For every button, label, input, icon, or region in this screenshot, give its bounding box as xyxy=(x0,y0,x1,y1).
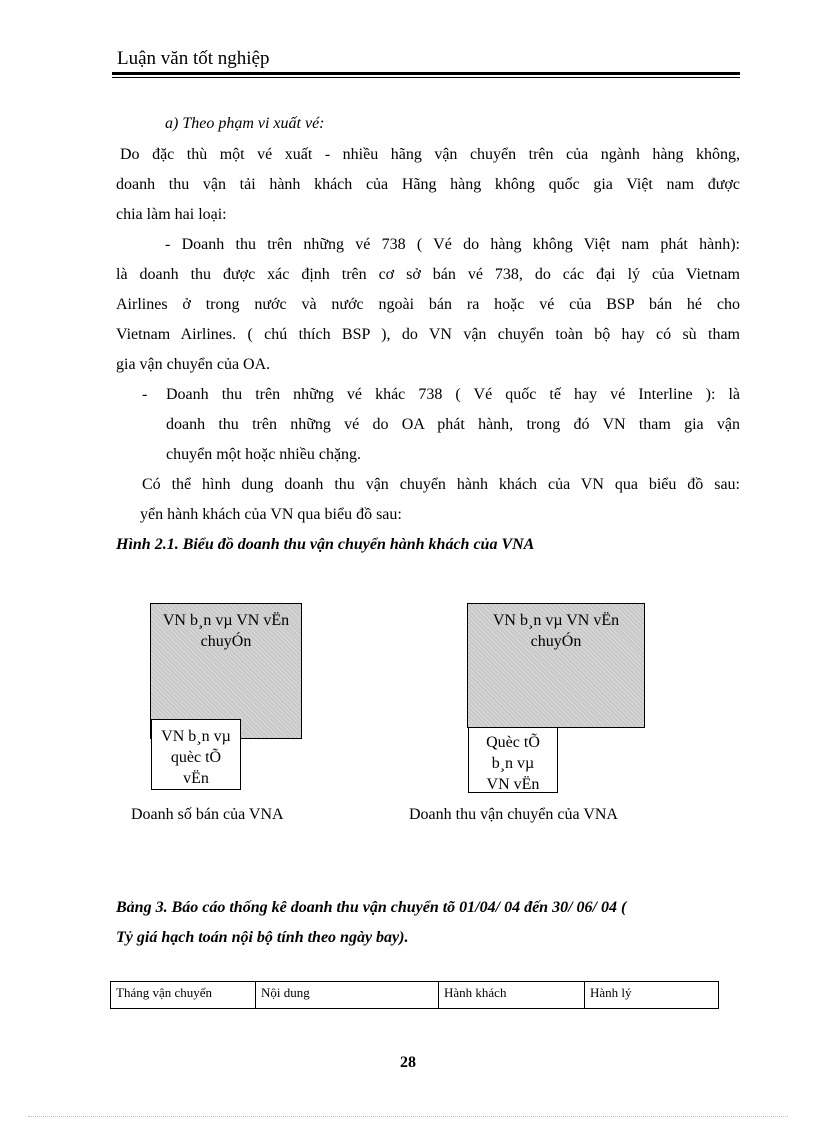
body-line-13: yển hành khách của VN qua biểu đồ sau: xyxy=(140,506,402,523)
report-table xyxy=(110,981,719,1009)
section-heading: a) Theo phạm vi xuất vé: xyxy=(165,115,325,132)
right-big-box xyxy=(467,603,645,728)
header-rule-thin xyxy=(112,77,740,78)
right-diagram-label: Doanh thu vận chuyển của VNA xyxy=(409,806,618,823)
left-small-box-label: VN b¸n vµ quèc tÕ vËn xyxy=(161,728,231,787)
body-line-5: là doanh thu được xác định trên cơ sở bán vé 738, do các đại lý của Vietnam xyxy=(116,266,740,283)
body-line-9: Doanh thu trên những vé khác 738 ( Vé quốc tế hay vé Interline ): là xyxy=(166,386,740,403)
body-line-3: chia làm hai loại: xyxy=(116,206,227,223)
body-line-10: doanh thu trên những vé do OA phát hành, trong đó VN tham gia vận xyxy=(166,416,740,433)
left-big-box-label: VN b¸n vµ VN vËn chuyÓn xyxy=(162,612,290,650)
left-small-box xyxy=(151,719,241,790)
body-line-12: Có thể hình dung doanh thu vận chuyển hành khách của VN qua biểu đồ sau: xyxy=(142,476,740,493)
bottom-dotted-rule xyxy=(28,1116,788,1117)
right-big-box-label: VN b¸n vµ VN vËn chuyÓn xyxy=(492,612,620,650)
table-header-content: Nội dung xyxy=(256,982,439,1008)
body-line-2: doanh thu vận tải hành khách của Hãng hàng không quốc gia Việt nam được xyxy=(116,176,740,193)
right-small-box-label: Quèc tÕ b¸n vµ VN vËn xyxy=(486,734,540,793)
left-diagram-label: Doanh số bán của VNA xyxy=(131,806,284,823)
body-line-6: Airlines ở trong nước và nước ngoài bán ra hoặc vé của BSP bán hé cho xyxy=(116,296,740,313)
table-header-passenger: Hành khách xyxy=(439,982,585,1008)
body-line-4: - Doanh thu trên những vé 738 ( Vé do hàng không Việt nam phát hành): xyxy=(165,236,740,253)
header-rule-thick xyxy=(112,72,740,75)
table-header-baggage: Hành lý xyxy=(590,985,632,1000)
table-caption-line-1: Bảng 3. Báo cáo thống kê doanh thu vận chuyển tõ 01/04/ 04 đến 30/ 06/ 04 ( xyxy=(116,899,627,916)
table-header-month: Tháng vận chuyển xyxy=(111,982,256,1008)
body-line-7: Vietnam Airlines. ( chú thích BSP ), do VN vận chuyển toàn bộ hay có sù tham xyxy=(116,326,740,343)
body-line-1: Do đặc thù một vé xuất - nhiều hãng vận chuyển trên của ngành hàng không, xyxy=(120,146,740,163)
figure-caption: Hình 2.1. Biểu đồ doanh thu vận chuyển hành khách của VNA xyxy=(116,536,535,553)
body-line-8: gia vận chuyển của OA. xyxy=(116,356,271,373)
body-line-11: chuyển một hoặc nhiều chặng. xyxy=(166,446,362,463)
page-header-title: Luận văn tốt nghiệp xyxy=(117,48,270,69)
bullet-dash: - xyxy=(142,386,148,403)
table-caption-line-2: Tỷ giá hạch toán nội bộ tính theo ngày bay). xyxy=(116,929,409,946)
page-number: 28 xyxy=(400,1054,416,1071)
right-small-box xyxy=(468,727,558,793)
